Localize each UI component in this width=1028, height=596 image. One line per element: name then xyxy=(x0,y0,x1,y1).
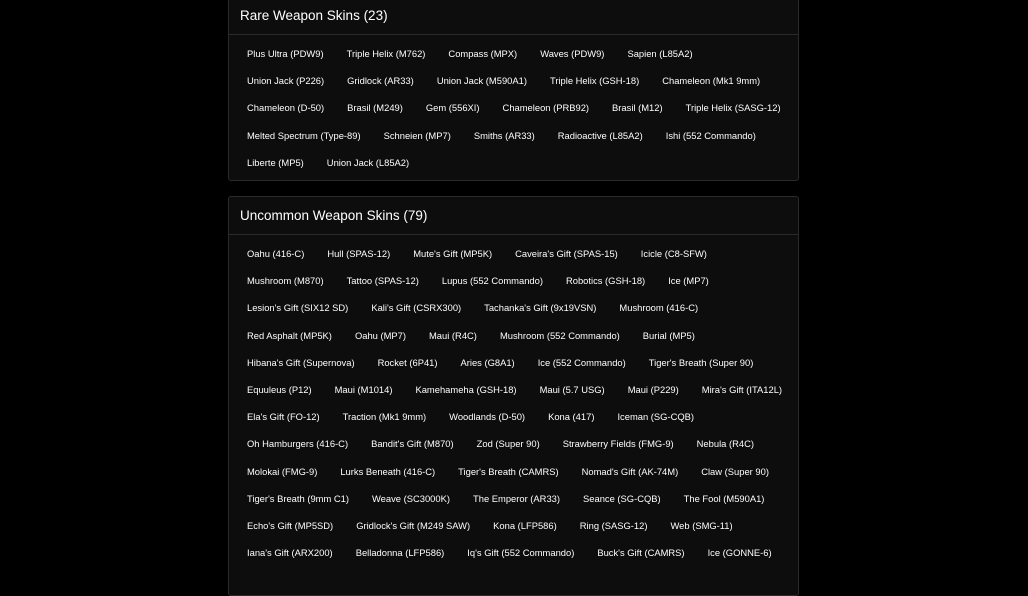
skin-link[interactable]: Mushroom (416-C) xyxy=(619,302,699,314)
skin-link[interactable]: Echo's Gift (MP5SD) xyxy=(247,519,334,531)
skin-link[interactable]: Kona (LFP586) xyxy=(493,519,557,531)
skin-link[interactable]: Lupus (552 Commando) xyxy=(441,275,543,287)
skin-link[interactable]: Triple Helix (M762) xyxy=(346,48,426,60)
skin-link[interactable]: Waves (PDW9) xyxy=(540,48,605,60)
skin-link[interactable]: Belladonna (LFP586) xyxy=(355,547,445,559)
skin-link[interactable]: Gridlock's Gift (M249 SAW) xyxy=(356,519,471,531)
skin-link[interactable]: Ishi (552 Commando) xyxy=(665,129,756,141)
uncommon-skins-panel xyxy=(228,196,799,596)
skin-link[interactable]: Tachanka's Gift (9x19VSN) xyxy=(484,302,597,314)
skin-link[interactable]: Oh Hamburgers (416-C) xyxy=(247,438,349,450)
uncommon-skins-row xyxy=(240,403,787,430)
skin-link[interactable]: Buck's Gift (CAMRS) xyxy=(597,547,685,559)
skin-link[interactable]: Gem (556XI) xyxy=(425,102,480,114)
uncommon-skins-row xyxy=(240,512,787,539)
skin-link[interactable]: Tiger's Breath (Super 90) xyxy=(648,356,754,368)
skin-link[interactable]: Tiger's Breath (9mm C1) xyxy=(247,492,349,504)
skin-link[interactable]: Mira's Gift (ITA12L) xyxy=(701,384,783,396)
skin-link[interactable]: Zod (Super 90) xyxy=(476,438,540,450)
rare-skins-row xyxy=(240,67,787,94)
skin-link[interactable]: Chameleon (D-50) xyxy=(247,102,325,114)
skin-link[interactable]: Strawberry Fields (FMG-9) xyxy=(562,438,674,450)
skin-link[interactable]: Ice (MP7) xyxy=(668,275,709,287)
skin-link[interactable]: Maui (M1014) xyxy=(334,384,393,396)
skin-link[interactable]: Schneien (MP7) xyxy=(383,129,451,141)
skin-link[interactable]: Traction (Mk1 9mm) xyxy=(342,411,427,423)
skin-link[interactable]: Mushroom (M870) xyxy=(247,275,324,287)
skin-link[interactable]: Kamehameha (GSH-18) xyxy=(415,384,517,396)
uncommon-skins-row xyxy=(240,485,787,512)
skin-link[interactable]: Caveira's Gift (SPAS-15) xyxy=(515,248,618,260)
skin-link[interactable]: Ring (SASG-12) xyxy=(579,519,648,531)
skin-link[interactable]: Triple Helix (GSH-18) xyxy=(549,75,640,87)
skin-link[interactable]: Maui (R4C) xyxy=(429,329,477,341)
skin-link[interactable]: Tiger's Breath (CAMRS) xyxy=(458,465,559,477)
skin-link[interactable]: Iceman (SG-CQB) xyxy=(617,411,695,423)
skin-link[interactable]: Icicle (C8-SFW) xyxy=(640,248,707,260)
skin-link[interactable]: Bandit's Gift (M870) xyxy=(371,438,454,450)
skin-link[interactable]: Melted Spectrum (Type-89) xyxy=(247,129,361,141)
rare-skins-row xyxy=(240,40,787,67)
skin-link[interactable]: Woodlands (D-50) xyxy=(449,411,526,423)
skin-link[interactable]: Mushroom (552 Commando) xyxy=(499,329,620,341)
skin-link[interactable]: Maui (P229) xyxy=(627,384,679,396)
skin-link[interactable]: Brasil (M249) xyxy=(347,102,403,114)
skin-link[interactable]: Plus Ultra (PDW9) xyxy=(247,48,324,60)
skin-link[interactable]: Molokai (FMG-9) xyxy=(247,465,318,477)
rare-skins-list xyxy=(229,35,798,176)
skin-link[interactable]: Ice (552 Commando) xyxy=(537,356,626,368)
skin-link[interactable]: Iana's Gift (ARX200) xyxy=(247,547,333,559)
skin-link[interactable]: Radioactive (L85A2) xyxy=(557,129,643,141)
rare-skins-row xyxy=(240,149,787,176)
skin-link[interactable]: Sapien (L85A2) xyxy=(627,48,693,60)
skin-link[interactable]: Chameleon (PRB92) xyxy=(502,102,590,114)
skin-link[interactable]: Brasil (M12) xyxy=(612,102,663,114)
skin-link[interactable]: Web (SMG-11) xyxy=(670,519,733,531)
skin-link[interactable]: Aries (G8A1) xyxy=(460,356,515,368)
skin-link[interactable]: Ela's Gift (FO-12) xyxy=(247,411,320,423)
skin-link[interactable]: Weave (SC3000K) xyxy=(372,492,450,504)
rare-skins-row xyxy=(240,94,787,121)
skin-link[interactable]: Seance (SG-CQB) xyxy=(583,492,661,504)
uncommon-skins-row xyxy=(240,376,787,403)
skin-link[interactable]: Hibana's Gift (Supernova) xyxy=(247,356,355,368)
skin-link[interactable]: The Emperor (AR33) xyxy=(473,492,561,504)
uncommon-skins-row xyxy=(240,294,787,321)
skin-link[interactable]: Claw (Super 90) xyxy=(701,465,769,477)
skin-link[interactable]: Union Jack (P226) xyxy=(247,75,325,87)
skin-link[interactable]: Mute's Gift (MP5K) xyxy=(413,248,493,260)
skin-link[interactable]: Liberte (MP5) xyxy=(247,156,304,168)
skin-link[interactable]: Smiths (AR33) xyxy=(473,129,535,141)
rare-skins-panel xyxy=(228,0,799,181)
skin-link[interactable]: Burial (MP5) xyxy=(642,329,695,341)
skin-link[interactable]: Lesion's Gift (SIX12 SD) xyxy=(247,302,349,314)
skin-link[interactable]: Oahu (416-C) xyxy=(247,248,305,260)
skin-link[interactable]: Union Jack (L85A2) xyxy=(326,156,410,168)
skin-link[interactable]: Equuleus (P12) xyxy=(247,384,312,396)
skin-link[interactable]: Compass (MPX) xyxy=(448,48,518,60)
uncommon-skins-title: Uncommon Weapon Skins (79) xyxy=(229,197,798,235)
skin-link[interactable]: Triple Helix (SASG-12) xyxy=(685,102,781,114)
skin-link[interactable]: Nomad's Gift (AK-74M) xyxy=(581,465,679,477)
uncommon-skins-row xyxy=(240,349,787,376)
uncommon-skins-row xyxy=(240,430,787,457)
skin-link[interactable]: Chameleon (Mk1 9mm) xyxy=(662,75,761,87)
skin-link[interactable]: Kali's Gift (CSRX300) xyxy=(371,302,462,314)
skin-link[interactable]: Red Asphalt (MP5K) xyxy=(247,329,332,341)
skin-link[interactable]: The Fool (M590A1) xyxy=(683,492,765,504)
skin-link[interactable]: Gridlock (AR33) xyxy=(347,75,414,87)
skin-link[interactable]: Oahu (MP7) xyxy=(354,329,406,341)
skin-link[interactable]: Hull (SPAS-12) xyxy=(327,248,391,260)
uncommon-skins-row xyxy=(240,267,787,294)
skin-link[interactable]: Ice (GONNE-6) xyxy=(707,547,772,559)
skin-link[interactable]: Kona (417) xyxy=(548,411,595,423)
uncommon-skins-row xyxy=(240,240,787,267)
skin-link[interactable]: Maui (5.7 USG) xyxy=(539,384,605,396)
skin-link[interactable]: Union Jack (M590A1) xyxy=(436,75,527,87)
uncommon-skins-list xyxy=(229,235,798,566)
uncommon-skins-row xyxy=(240,458,787,485)
rare-skins-title: Rare Weapon Skins (23) xyxy=(229,0,798,35)
skin-link[interactable]: Lurks Beneath (416-C) xyxy=(340,465,436,477)
uncommon-skins-row xyxy=(240,539,787,566)
uncommon-skins-row xyxy=(240,322,787,349)
skin-link[interactable]: Robotics (GSH-18) xyxy=(565,275,646,287)
skin-link[interactable]: Nebula (R4C) xyxy=(696,438,754,450)
skin-link[interactable]: Rocket (6P41) xyxy=(377,356,438,368)
skin-link[interactable]: Iq's Gift (552 Commando) xyxy=(467,547,575,559)
rare-skins-row xyxy=(240,122,787,149)
skin-link[interactable]: Tattoo (SPAS-12) xyxy=(346,275,419,287)
